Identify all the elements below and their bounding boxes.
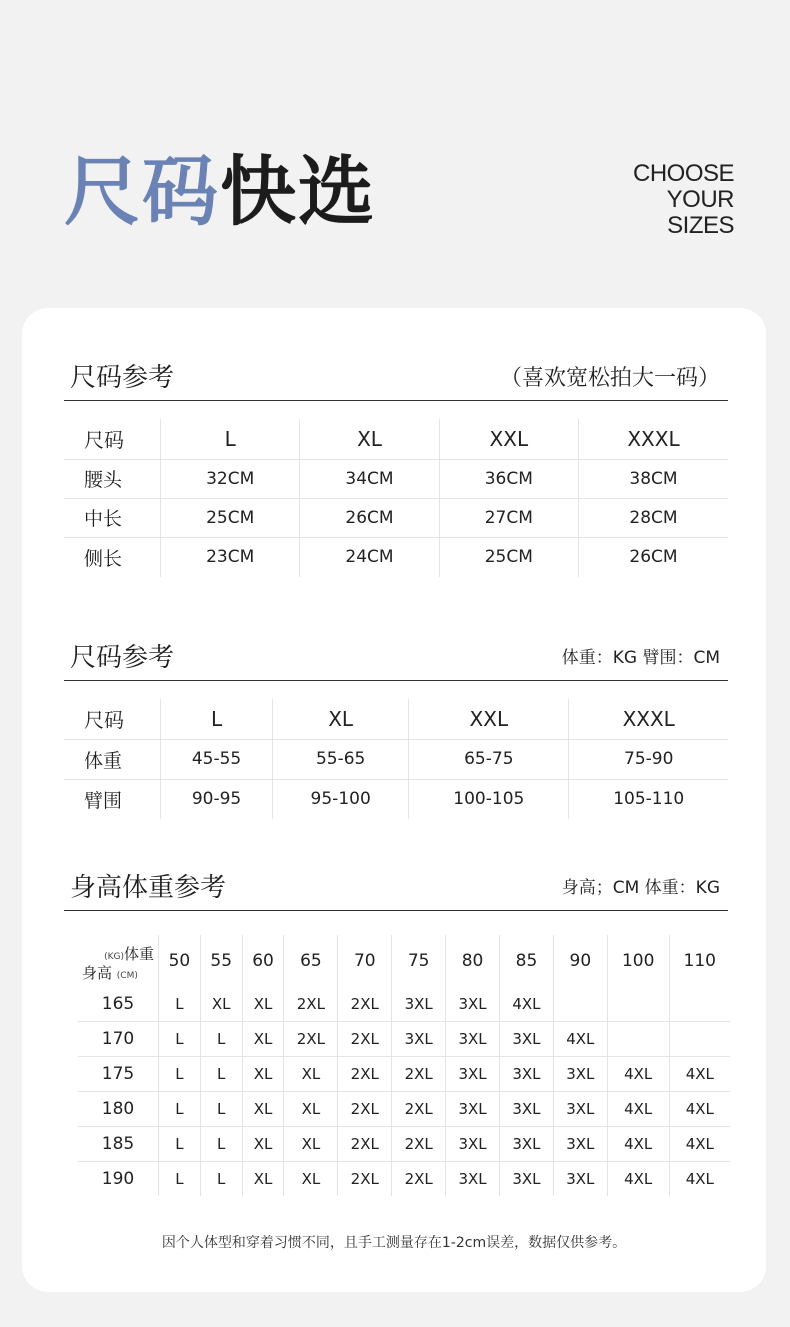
weight-column-header: 90 — [553, 935, 607, 987]
size-card — [22, 308, 766, 1292]
height-weight-section — [64, 868, 728, 1196]
table-cell: 3XL — [553, 1057, 607, 1092]
table-cell: 95-100 — [273, 779, 409, 819]
table-cell: XL — [284, 1092, 338, 1127]
table-cell: XL — [200, 987, 242, 1022]
footnote: 因个人体型和穿着习惯不同，且手工测量存在1-2cm误差，数据仅供参考。 — [161, 1235, 627, 1251]
table-cell: 45-55 — [161, 739, 273, 779]
table-row — [64, 537, 728, 577]
height-row-label: 175 — [78, 1057, 159, 1092]
table-cell: L — [159, 987, 201, 1022]
measurement-table — [64, 419, 728, 577]
table-cell: XXL — [439, 419, 578, 459]
table-cell: 3XL — [500, 1022, 554, 1057]
table-row — [78, 987, 730, 1022]
table-cell: 100-105 — [409, 779, 569, 819]
table-cell: 3XL — [500, 1127, 554, 1162]
section-header — [64, 638, 728, 681]
table-cell: XL — [284, 1127, 338, 1162]
table-cell: 2XL — [392, 1127, 446, 1162]
section-note: 身高；CM 体重：KG — [561, 878, 720, 898]
table-cell: 2XL — [338, 1057, 392, 1092]
table-cell: 2XL — [338, 987, 392, 1022]
weight-arm-table — [64, 699, 728, 819]
section-title: 尺码参考 — [70, 643, 175, 673]
table-cell: 2XL — [338, 1127, 392, 1162]
corner-height-unit: (CM) — [116, 971, 138, 981]
row-label: 臂围 — [84, 789, 123, 812]
table-row — [64, 498, 728, 537]
table-header-row — [64, 419, 728, 459]
height-row-label: 165 — [78, 987, 159, 1022]
row-label: 尺码 — [64, 419, 161, 459]
table-cell: 4XL — [607, 1092, 669, 1127]
section-header — [64, 358, 728, 401]
table-cell: 4XL — [553, 1022, 607, 1057]
weight-column-header: 75 — [392, 935, 446, 987]
table-row — [64, 779, 728, 819]
table-cell: 4XL — [500, 987, 554, 1022]
table-cell: 25CM — [439, 537, 578, 577]
corner-weight-unit: (KG) — [104, 952, 124, 962]
table-cell — [553, 987, 607, 1022]
weight-column-header: 60 — [242, 935, 284, 987]
row-label: 体重 — [64, 739, 161, 779]
weight-column-header: 55 — [200, 935, 242, 987]
table-cell: XXXL — [569, 699, 728, 739]
table-cell: 34CM — [300, 459, 439, 498]
table-cell — [607, 1022, 669, 1057]
table-cell: L — [161, 419, 300, 459]
height-weight-table — [78, 935, 730, 1196]
table-cell: 3XL — [392, 1022, 446, 1057]
section-header — [64, 868, 728, 911]
table-cell: 4XL — [607, 1162, 669, 1197]
table-cell — [669, 1022, 730, 1057]
corner-height-label — [82, 962, 138, 983]
height-row-label: 185 — [78, 1127, 159, 1162]
table-cell: L — [159, 1057, 201, 1092]
height-row-label: 180 — [78, 1092, 159, 1127]
size-section-weight-arm — [64, 638, 728, 819]
row-label: 侧长 — [84, 547, 123, 570]
table-cell: 24CM — [300, 537, 439, 577]
row-label: 腰头 — [64, 459, 161, 498]
table-row — [78, 1162, 730, 1197]
corner-cell — [78, 935, 159, 987]
table-cell: 23CM — [161, 537, 300, 577]
table-cell: L — [200, 1022, 242, 1057]
table-cell: 4XL — [669, 1057, 730, 1092]
table-cell: 2XL — [392, 1162, 446, 1197]
table-cell: 3XL — [392, 987, 446, 1022]
table-cell: 90-95 — [161, 779, 273, 819]
table-cell: 3XL — [553, 1127, 607, 1162]
table-cell: 3XL — [446, 1162, 500, 1197]
table-cell: 3XL — [553, 1092, 607, 1127]
table-cell: 2XL — [392, 1092, 446, 1127]
table-row — [78, 1057, 730, 1092]
english-subtitle-line: SIZES — [667, 212, 734, 239]
table-cell: 55-65 — [273, 739, 409, 779]
table-row — [64, 459, 728, 498]
weight-column-header: 50 — [159, 935, 201, 987]
table-cell: XL — [284, 1057, 338, 1092]
table-cell: XXL — [409, 699, 569, 739]
corner-weight-label — [104, 943, 154, 964]
corner-height-text: 身高 — [82, 964, 113, 982]
table-cell — [669, 987, 730, 1022]
table-cell: 2XL — [338, 1092, 392, 1127]
table-cell: 3XL — [446, 1057, 500, 1092]
page-title-highlight: 尺码 — [64, 147, 220, 236]
table-cell: XL — [242, 1162, 284, 1197]
table-cell: 26CM — [300, 498, 439, 537]
table-row — [78, 1022, 730, 1057]
table-row — [64, 739, 728, 779]
table-header-row — [78, 935, 730, 987]
table-cell: 2XL — [338, 1162, 392, 1197]
table-cell: L — [200, 1162, 242, 1197]
table-cell: 4XL — [607, 1127, 669, 1162]
table-cell: 2XL — [338, 1022, 392, 1057]
table-cell: XL — [242, 1022, 284, 1057]
table-cell: XL — [284, 1162, 338, 1197]
table-cell: XL — [242, 987, 284, 1022]
table-row — [78, 1127, 730, 1162]
row-label: 尺码 — [64, 699, 161, 739]
table-cell: L — [200, 1092, 242, 1127]
table-cell: L — [159, 1127, 201, 1162]
table-cell: XXXL — [578, 419, 728, 459]
english-subtitle-line: YOUR — [666, 186, 734, 213]
table-cell: 2XL — [284, 1022, 338, 1057]
row-label: 中长 — [64, 498, 161, 537]
table-cell: 36CM — [439, 459, 578, 498]
table-cell: L — [159, 1022, 201, 1057]
weight-column-header: 80 — [446, 935, 500, 987]
height-row-label: 170 — [78, 1022, 159, 1057]
table-cell: 25CM — [161, 498, 300, 537]
table-cell: XL — [242, 1127, 284, 1162]
page-title-rest: 快选 — [220, 147, 376, 236]
table-cell: 38CM — [578, 459, 728, 498]
table-cell: 26CM — [578, 537, 728, 577]
table-cell: 3XL — [553, 1162, 607, 1197]
weight-column-header: 70 — [338, 935, 392, 987]
table-cell: 4XL — [669, 1127, 730, 1162]
table-header-row — [64, 699, 728, 739]
section-note: 体重：KG 臂围：CM — [561, 648, 720, 668]
table-cell: 28CM — [578, 498, 728, 537]
table-cell: 3XL — [446, 1092, 500, 1127]
table-cell: XL — [242, 1092, 284, 1127]
table-cell: 3XL — [500, 1162, 554, 1197]
weight-column-header: 65 — [284, 935, 338, 987]
weight-column-header: 85 — [500, 935, 554, 987]
table-cell: L — [200, 1057, 242, 1092]
english-subtitle-line: CHOOSE — [632, 160, 734, 187]
table-cell: L — [161, 699, 273, 739]
table-cell: L — [200, 1127, 242, 1162]
table-cell: 65-75 — [409, 739, 569, 779]
table-cell: 3XL — [446, 1127, 500, 1162]
table-cell: 4XL — [669, 1162, 730, 1197]
table-cell: XL — [242, 1057, 284, 1092]
section-title: 身高体重参考 — [70, 873, 227, 903]
table-cell: XL — [273, 699, 409, 739]
section-note: （喜欢宽松拍大一码） — [499, 366, 720, 391]
table-cell: 105-110 — [569, 779, 728, 819]
table-cell: L — [159, 1092, 201, 1127]
section-title: 尺码参考 — [70, 363, 175, 393]
table-cell: L — [159, 1162, 201, 1197]
table-cell: 27CM — [439, 498, 578, 537]
table-cell: XL — [300, 419, 439, 459]
table-row — [78, 1092, 730, 1127]
page-title — [64, 147, 376, 236]
table-cell: 4XL — [607, 1057, 669, 1092]
corner-weight-text: 体重 — [123, 945, 154, 963]
size-section-measurements — [64, 358, 728, 577]
table-cell: 2XL — [284, 987, 338, 1022]
height-row-label: 190 — [101, 1169, 135, 1189]
table-cell: 75-90 — [569, 739, 728, 779]
table-cell: 4XL — [669, 1092, 730, 1127]
english-subtitle — [633, 161, 734, 239]
table-cell: 32CM — [161, 459, 300, 498]
table-cell: 3XL — [446, 1022, 500, 1057]
table-cell: 3XL — [500, 1092, 554, 1127]
table-cell: 3XL — [500, 1057, 554, 1092]
table-cell — [607, 987, 669, 1022]
table-cell: 3XL — [446, 987, 500, 1022]
table-cell: 2XL — [392, 1057, 446, 1092]
weight-column-header: 110 — [669, 935, 730, 987]
weight-column-header: 100 — [607, 935, 669, 987]
